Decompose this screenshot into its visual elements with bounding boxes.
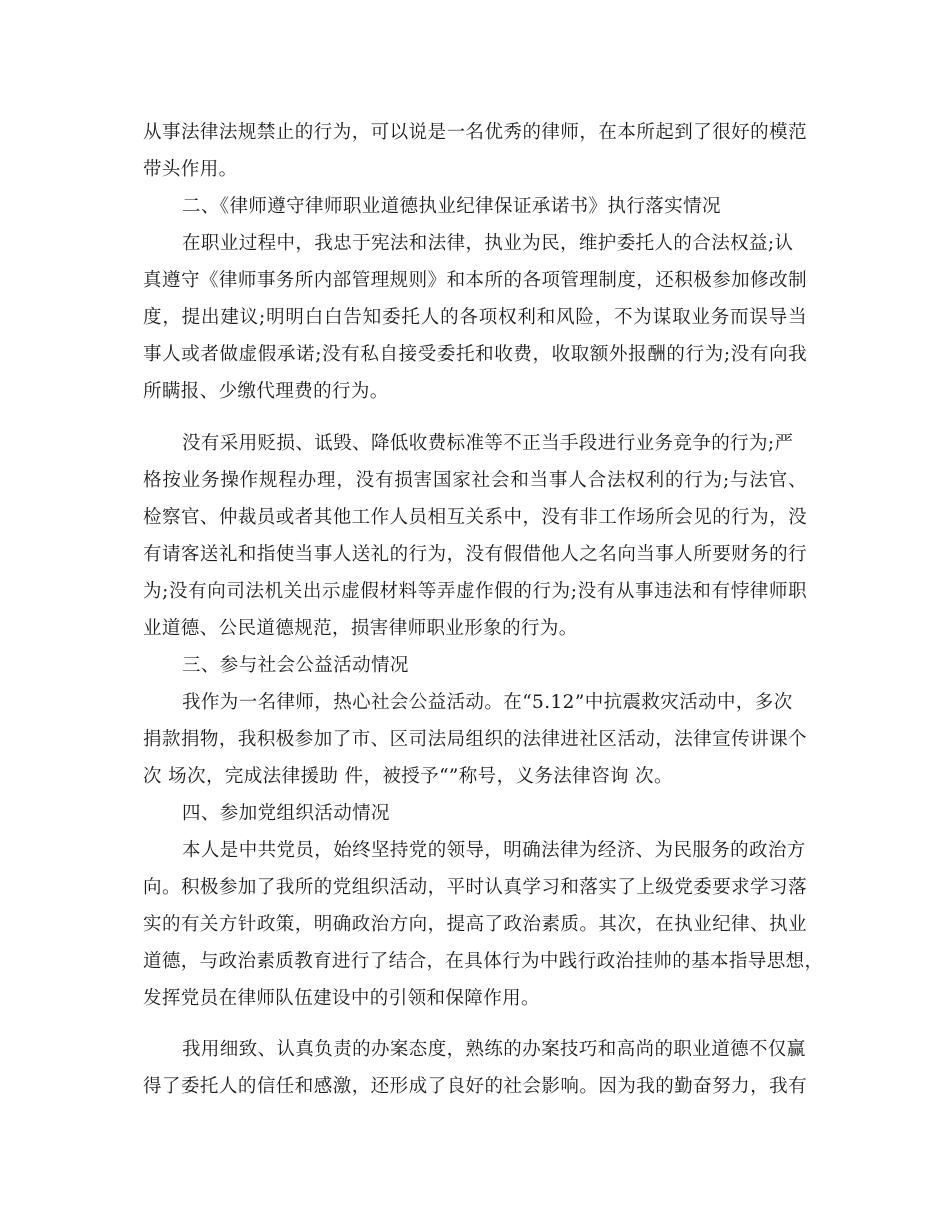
section-heading: 四、参加党组织活动情况: [182, 802, 390, 824]
text-line: 捐款捐物，我积极参加了市、区司法局组织的法律进社区活动，法律宣传讲课个: [143, 728, 807, 750]
text-line: 事人或者做虚假承诺;没有私自接受委托和收费，收取额外报酬的行为;没有向我: [143, 344, 807, 365]
text-line: 业道德、公民道德规范，损害律师职业形象的行为。: [143, 617, 578, 639]
text-line: 得了委托人的信任和感激，还形成了良好的社会影响。因为我的勤奋努力，我有: [143, 1076, 807, 1097]
text-line: 道德，与政治素质教育进行了结合，在具体行为中践行政治挂帅的基本指导思想，: [143, 950, 824, 972]
section-heading: 二、《律师遵守律师职业道德执业纪律保证承诺书》执行落实情况: [182, 196, 721, 217]
paragraph-first-line: 本人是中共党员，始终坚持党的领导，明确法律为经济、为民服务的政治方: [182, 839, 806, 861]
text-line: 度，提出建议;明明白白告知委托人的各项权利和风险，不为谋取业务而误导当: [143, 307, 807, 328]
paragraph-gap: [143, 1017, 807, 1032]
document-page: [143, 114, 824, 1105]
text-line: 次 场次，完成法律援助 件，被授予“”称号，义务法律咨询 次。: [143, 765, 673, 787]
paragraph-first-line: 我用细致、认真负责的办案态度，熟练的办案技巧和高尚的职业道德不仅赢: [182, 1039, 806, 1060]
text-line: 带头作用。: [143, 159, 238, 180]
text-line: 检察官、仲裁员或者其他工作人员相互关系中，没有非工作场所会见的行为，没: [143, 506, 807, 528]
text-line: 格按业务操作规程办理，没有损害国家社会和当事人合法权利的行为;与法官、: [143, 469, 807, 491]
text-line: 真遵守《律师事务所内部管理规则》和本所的各项管理制度，还积极参加修改制: [143, 270, 807, 291]
paragraph-first-line: 我作为一名律师，热心社会公益活动。在“5.12”中抗震救灾活动中，多次: [182, 691, 793, 713]
paragraph-first-line: 没有采用贬损、诋毁、降低收费标准等不正当手段进行业务竞争的行为;严: [182, 432, 794, 454]
section-heading: 三、参与社会公益活动情况: [182, 654, 409, 676]
text-line: 有请客送礼和指使当事人送礼的行为，没有假借他人之名向当事人所要财务的行: [143, 543, 807, 565]
text-line: 为;没有向司法机关出示虚假材料等弄虚作假的行为;没有从事违法和有悖律师职: [143, 580, 807, 602]
paragraph-first-line: 在职业过程中，我忠于宪法和法律，执业为民，维护委托人的合法权益;认: [182, 233, 794, 254]
text-line: 从事法律法规禁止的行为，可以说是一名优秀的律师，在本所起到了很好的模范: [143, 122, 807, 143]
text-line: 所瞒报、少缴代理费的行为。: [143, 381, 389, 402]
paragraph-gap: [143, 410, 807, 425]
text-line: 发挥党员在律师队伍建设中的引领和保障作用。: [143, 987, 540, 1009]
text-line: 实的有关方针政策，明确政治方向，提高了政治素质。其次，在执业纪律、执业: [143, 913, 807, 935]
text-line: 向。积极参加了我所的党组织活动，平时认真学习和落实了上级党委要求学习落: [143, 876, 807, 898]
